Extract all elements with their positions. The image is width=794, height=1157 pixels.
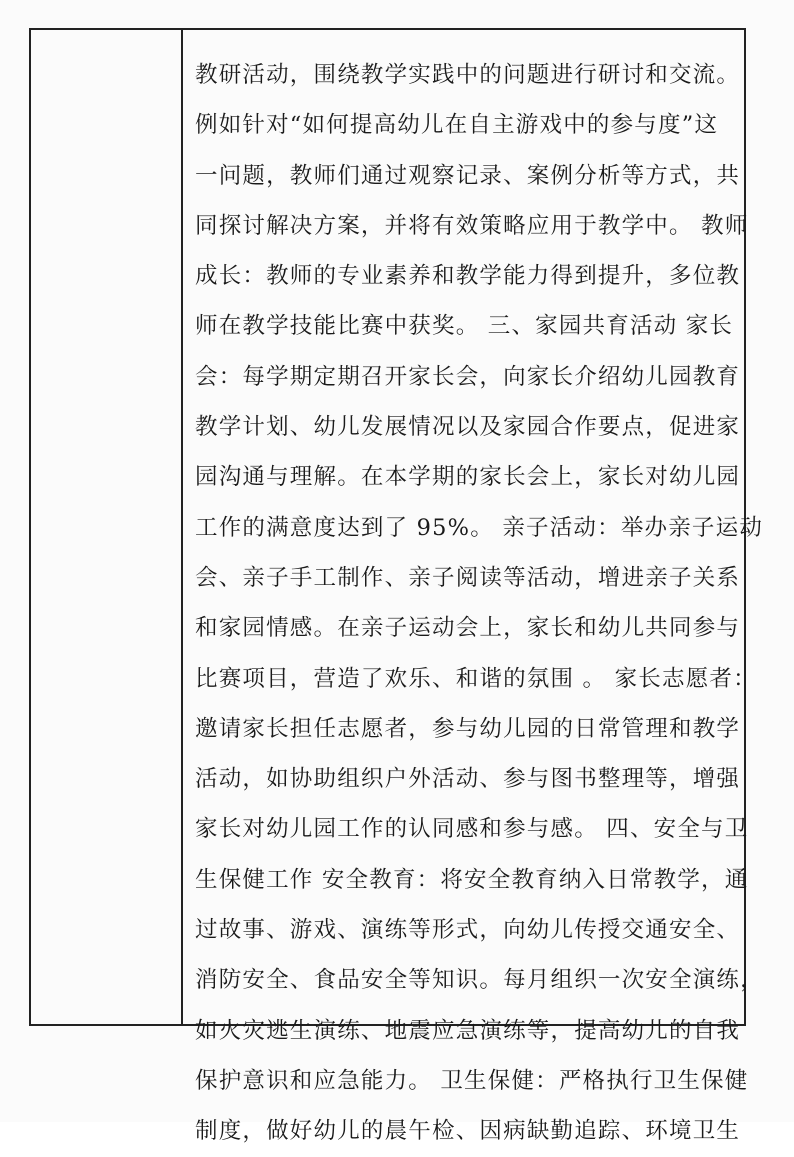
text-line: 成长：教师的专业素养和教学能力得到提升，多位教 [195,263,741,290]
text-line: 保护意识和应急能力。 卫生保健：严格执行卫生保健 [195,1067,749,1094]
text-line: 生保健工作 安全教育：将安全教育纳入日常教学，通 [195,866,749,893]
text-line: 工作的满意度达到了 95%。 亲子活动：举办亲子运动 [195,514,764,541]
text-line: 师在教学技能比赛中获奖。 三、家园共育活动 家长 [195,313,734,340]
text-line: 会：每学期定期召开家长会，向家长介绍幼儿园教育 [195,363,741,390]
form-table [29,28,764,1145]
text-line: 比赛项目，营造了欢乐、和谐的氛围 。 家长志愿者： [195,665,757,692]
text-line: 同探讨解决方案，并将有效策略应用于教学中。 教师 [195,212,749,239]
text-line: 会、亲子手工制作、亲子阅读等活动，增进亲子关系 [195,564,741,591]
text-line: 教学计划、幼儿发展情况以及家园合作要点，促进家 [195,414,741,441]
text-line: 消防安全、食品安全等知识。每月组织一次安全演练， [195,967,764,994]
table-label-column [31,30,183,1024]
text-line: 活动，如协助组织户外活动、参与图书整理等，增强 [195,766,741,793]
text-line: 例如针对“如何提高幼儿在自主游戏中的参与度”这 [195,112,719,139]
table-content-cell [183,30,764,1145]
text-line: 教研活动，围绕教学实践中的问题进行研讨和交流。 [195,62,741,88]
text-line: 如火灾逃生演练、地震应急演练等，提高幼儿的自我 [195,1017,741,1044]
text-line: 和家园情感。在亲子运动会上，家长和幼儿共同参与 [195,615,741,642]
text-line: 制度，做好幼儿的晨午检、因病缺勤追踪、环境卫生 [195,1118,741,1145]
text-line: 家长对幼儿园工作的认同感和参与感。 四、安全与卫 [195,816,749,843]
text-line: 一问题，教师们通过观察记录、案例分析等方式，共 [195,162,741,189]
text-line: 邀请家长担任志愿者，参与幼儿园的日常管理和教学 [195,715,741,742]
text-line: 园沟通与理解。在本学期的家长会上，家长对幼儿园 [195,464,741,491]
text-line: 过故事、游戏、演练等形式，向幼儿传授交通安全、 [195,917,741,944]
